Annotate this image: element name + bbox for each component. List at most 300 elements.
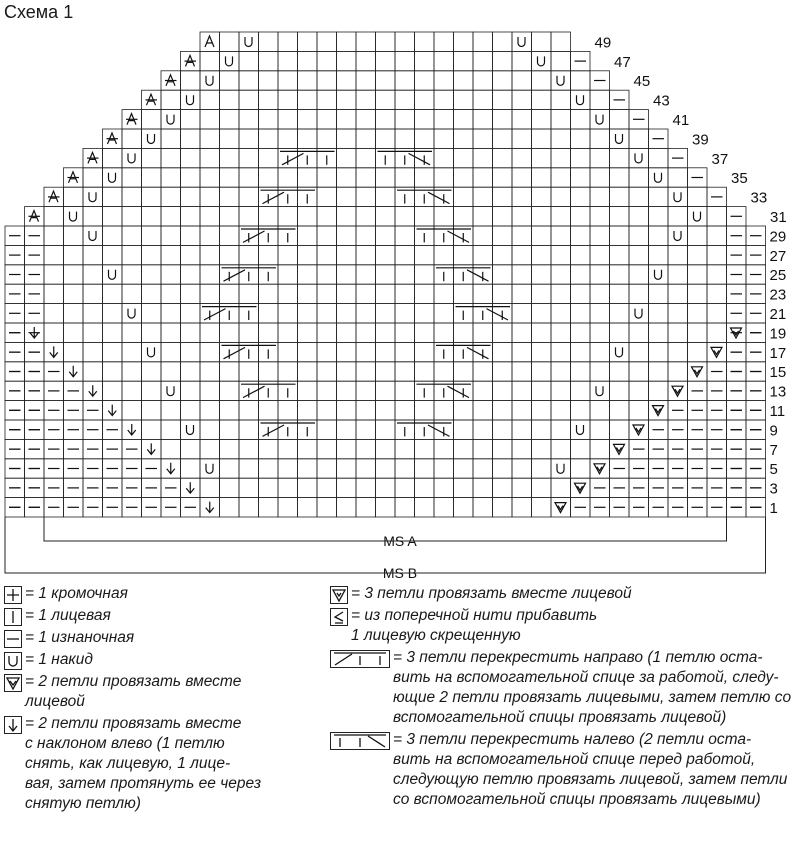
grid-cell (298, 401, 318, 420)
yarn-over-icon (109, 270, 116, 279)
grid-cell (298, 110, 318, 129)
grid-cell (649, 284, 669, 303)
grid-cell (278, 265, 298, 284)
grid-cell (317, 439, 337, 458)
grid-cell (434, 110, 454, 129)
grid-cell (200, 129, 220, 148)
grid-cell (668, 265, 688, 284)
grid-cell (395, 401, 415, 420)
k2tog-icon (672, 386, 683, 396)
grid-cell (434, 148, 454, 167)
legend-item (330, 606, 798, 646)
grid-cell (415, 478, 435, 497)
grid-cell (142, 420, 162, 439)
grid-cell (590, 207, 610, 226)
cross-right-icon (241, 384, 296, 397)
yarn-over-icon (596, 386, 603, 396)
grid-cell (551, 168, 571, 187)
grid-cell (337, 168, 357, 187)
grid-cell (532, 323, 552, 342)
grid-cell (668, 187, 688, 206)
grid-cell (161, 362, 181, 381)
grid-cell (649, 304, 669, 323)
grid-cell (317, 323, 337, 342)
grid-cell (356, 459, 376, 478)
grid-cell (181, 401, 201, 420)
grid-cell (356, 284, 376, 303)
grid-cell (434, 207, 454, 226)
grid-cell (415, 245, 435, 264)
grid-cell (103, 362, 123, 381)
grid-cell (337, 323, 357, 342)
grid-cell (337, 51, 357, 70)
grid-cell (298, 304, 318, 323)
grid-cell (434, 478, 454, 497)
legend-item (330, 648, 798, 728)
grid-cell (278, 401, 298, 420)
grid-cell (298, 226, 318, 245)
grid-cell (493, 71, 513, 90)
grid-cell (220, 129, 240, 148)
grid-cell (200, 207, 220, 226)
grid-cell (649, 187, 669, 206)
grid-cell (161, 207, 181, 226)
grid-cell (629, 148, 649, 167)
grid-cell (551, 71, 571, 90)
grid-cell (356, 90, 376, 109)
grid-cell (161, 381, 181, 400)
ssk-icon (89, 385, 97, 396)
grid-cell (317, 265, 337, 284)
grid-cell (454, 498, 474, 517)
yarn-over-icon (226, 56, 233, 66)
grid-cell (649, 245, 669, 264)
grid-cell (629, 245, 649, 264)
grid-cell (220, 323, 240, 342)
grid-cell (200, 478, 220, 497)
grid-cell (571, 226, 591, 245)
grid-cell (551, 478, 571, 497)
grid-cell (356, 265, 376, 284)
legend-text: = 1 кромочная (25, 585, 128, 602)
k2tog-icon (692, 367, 703, 377)
k2tog-icon (594, 464, 605, 474)
grid-cell (415, 168, 435, 187)
grid-cell (571, 207, 591, 226)
row-label: 23 (769, 286, 787, 304)
yarn-over-icon (167, 115, 174, 125)
grid-cell (220, 459, 240, 478)
yarn-over-icon (89, 231, 96, 241)
grid-cell (239, 498, 259, 517)
grid-cell (181, 381, 201, 400)
legend-text: = 1 лицевая (25, 607, 111, 624)
grid-cell (551, 304, 571, 323)
grid-cell (122, 168, 142, 187)
row-label: 33 (750, 189, 768, 207)
grid-cell (395, 51, 415, 70)
yarn-over-icon (187, 95, 194, 105)
grid-cell (142, 110, 162, 129)
grid-cell (551, 51, 571, 70)
grid-cell (259, 498, 279, 517)
grid-cell (239, 420, 259, 439)
grid-cell (395, 284, 415, 303)
grid-cell (434, 71, 454, 90)
grid-cell (142, 245, 162, 264)
grid-cell (64, 284, 84, 303)
grid-cell (122, 342, 142, 361)
grid-cell (493, 110, 513, 129)
grid-cell (317, 71, 337, 90)
ssk-icon (108, 405, 116, 416)
grid-cell (181, 245, 201, 264)
grid-cell (161, 284, 181, 303)
grid-cell (356, 420, 376, 439)
grid-cell (493, 32, 513, 51)
grid-cell (122, 265, 142, 284)
grid-cell (44, 284, 64, 303)
grid-cell (64, 342, 84, 361)
row-label: 41 (672, 112, 690, 129)
grid-cell (259, 110, 279, 129)
grid-cell (590, 90, 610, 109)
grid-cell (551, 420, 571, 439)
grid-cell (103, 245, 123, 264)
grid-cell (473, 110, 493, 129)
grid-cell (239, 401, 259, 420)
grid-cell (473, 226, 493, 245)
grid-cell (142, 323, 162, 342)
grid-cell (473, 439, 493, 458)
grid-cell (688, 265, 708, 284)
k2tog-icon (633, 425, 644, 435)
grid-cell (161, 148, 181, 167)
grid-cell (220, 284, 240, 303)
grid-cell (83, 168, 103, 187)
grid-cell (590, 342, 610, 361)
cross-left-icon (436, 268, 491, 281)
grid-cell (83, 265, 103, 284)
grid-cell (181, 342, 201, 361)
grid-cell (454, 187, 474, 206)
grid-cell (317, 342, 337, 361)
grid-cell (298, 498, 318, 517)
yarn-over-icon (655, 270, 662, 280)
grid-cell (356, 498, 376, 517)
grid-cell (454, 245, 474, 264)
grid-cell (259, 284, 279, 303)
grid-cell (337, 245, 357, 264)
grid-cell (298, 323, 318, 342)
m1-icon (330, 608, 348, 626)
row-label: 27 (769, 247, 787, 265)
yarn-over-icon (635, 309, 642, 319)
grid-cell (259, 207, 279, 226)
grid-cell (512, 381, 532, 400)
grid-cell (337, 498, 357, 517)
grid-cell (83, 304, 103, 323)
grid-cell (356, 401, 376, 420)
grid-cell (707, 323, 727, 342)
grid-cell (317, 381, 337, 400)
grid-cell (200, 265, 220, 284)
grid-cell (571, 420, 591, 439)
grid-cell (200, 226, 220, 245)
grid-cell (532, 459, 552, 478)
grid-cell (356, 439, 376, 458)
grid-cell (473, 284, 493, 303)
grid-cell (83, 245, 103, 264)
grid-cell (239, 284, 259, 303)
grid-cell (259, 32, 279, 51)
grid-cell (454, 32, 474, 51)
grid-cell (181, 148, 201, 167)
grid-cell (551, 401, 571, 420)
grid-cell (473, 498, 493, 517)
grid-cell (649, 381, 669, 400)
grid-cell (415, 90, 435, 109)
grid-cell (317, 51, 337, 70)
grid-cell (590, 401, 610, 420)
grid-cell (590, 420, 610, 439)
grid-cell (590, 187, 610, 206)
grid-cell (278, 478, 298, 497)
grid-cell (395, 129, 415, 148)
grid-cell (220, 51, 240, 70)
grid-cell (44, 265, 64, 284)
grid-cell (376, 168, 396, 187)
row-labels (378, 34, 787, 580)
legend-item (4, 584, 304, 604)
grid-cell (376, 226, 396, 245)
grid-cell (532, 187, 552, 206)
grid-cell (454, 459, 474, 478)
grid-cell (532, 362, 552, 381)
grid-cell (512, 187, 532, 206)
grid-cell (532, 51, 552, 70)
grid-cell (454, 362, 474, 381)
grid-cell (142, 129, 162, 148)
grid-cell (83, 362, 103, 381)
grid-cell (551, 90, 571, 109)
grid-cell (239, 478, 259, 497)
grid-cell (493, 401, 513, 420)
grid-cell (200, 323, 220, 342)
grid-cell (337, 226, 357, 245)
grid-cell (395, 265, 415, 284)
grid-cell (278, 32, 298, 51)
grid-cell (512, 129, 532, 148)
ssk-icon (128, 424, 136, 435)
grid-cell (610, 207, 630, 226)
grid-cell (610, 245, 630, 264)
grid-cell (259, 362, 279, 381)
row-label: 1 (769, 500, 778, 517)
grid-cell (64, 226, 84, 245)
grid-cell (434, 401, 454, 420)
grid-cell (668, 207, 688, 226)
cross-left-icon (378, 151, 433, 164)
grid-cell (278, 284, 298, 303)
cross-right-icon (202, 307, 257, 320)
cross-right-icon (261, 423, 316, 436)
grid-cell (532, 129, 552, 148)
grid-cell (161, 187, 181, 206)
grid-cell (551, 110, 571, 129)
grid-cell (551, 439, 571, 458)
grid-cell (551, 129, 571, 148)
row-label: 15 (769, 364, 787, 382)
grid-cell (298, 265, 318, 284)
grid-cell (161, 265, 181, 284)
grid-cell (337, 284, 357, 303)
grid-cell (649, 148, 669, 167)
grid-cell (512, 32, 532, 51)
grid-cell (532, 32, 552, 51)
grid-cell (200, 187, 220, 206)
grid-cell (376, 51, 396, 70)
grid-cell (376, 207, 396, 226)
grid-cell (220, 32, 240, 51)
grid-cell (239, 168, 259, 187)
grid-cell (395, 459, 415, 478)
grid-cell (142, 342, 162, 361)
grid-cell (395, 362, 415, 381)
grid-cell (473, 71, 493, 90)
grid-cell (512, 207, 532, 226)
grid-cell (298, 439, 318, 458)
grid-cell (434, 129, 454, 148)
grid-cell (610, 323, 630, 342)
grid-cell (220, 420, 240, 439)
grid-cell (317, 32, 337, 51)
grid-cell (200, 420, 220, 439)
grid-cell (551, 32, 571, 51)
grid-cell (220, 71, 240, 90)
yarn-over-icon (206, 76, 213, 86)
grid-cell (571, 459, 591, 478)
grid-cell (571, 90, 591, 109)
row-label: 7 (769, 441, 778, 459)
grid-cell (493, 245, 513, 264)
grid-cell (200, 90, 220, 109)
grid-cell (356, 323, 376, 342)
grid-cell (259, 323, 279, 342)
grid-cell (415, 71, 435, 90)
grid-cell (415, 498, 435, 517)
grid-cell (278, 51, 298, 70)
grid-cell (200, 459, 220, 478)
grid-cell (551, 148, 571, 167)
grid-cell (590, 362, 610, 381)
grid-cell (649, 342, 669, 361)
grid-cell (493, 381, 513, 400)
grid-cell (220, 226, 240, 245)
grid-cell (220, 478, 240, 497)
grid-cell (278, 342, 298, 361)
grid-cell (473, 207, 493, 226)
grid-cell (317, 401, 337, 420)
grid-cell (103, 207, 123, 226)
grid-cell (161, 226, 181, 245)
grid-cell (668, 342, 688, 361)
grid-cell (376, 498, 396, 517)
grid-cell (44, 304, 64, 323)
grid-cell (493, 342, 513, 361)
grid-cell (493, 284, 513, 303)
grid-cell (532, 207, 552, 226)
grid-cell (571, 71, 591, 90)
grid-cell (356, 304, 376, 323)
grid-cell (337, 148, 357, 167)
yarn-over-icon (616, 347, 623, 357)
grid-cell (512, 51, 532, 70)
grid-cell (512, 284, 532, 303)
grid-cell (200, 381, 220, 400)
grid-cell (610, 381, 630, 400)
grid-cell (473, 129, 493, 148)
grid-cell (356, 187, 376, 206)
k2tog-icon (555, 503, 566, 513)
grid-cell (688, 226, 708, 245)
grid-cell (200, 245, 220, 264)
grid-cell (220, 148, 240, 167)
legend-text: = 2 петли провязать вместе с наклоном влево (1 петлю снять, как лицевую, 1 лице- вая, затем протянуть ее через снятую петлю) (25, 715, 262, 812)
grid-cell (181, 362, 201, 381)
grid-cell (649, 362, 669, 381)
grid-cell (532, 265, 552, 284)
grid-cell (278, 129, 298, 148)
legend-text: = 3 петли перекрестить налево (2 петли оста- вить на вспомогательной спице перед работой, следующую петлю провязать лицевой, затем петли со вспомогательной спицы провязать лицевыми) (393, 731, 788, 808)
grid-cell (181, 284, 201, 303)
grid-cell (473, 32, 493, 51)
grid-cell (356, 32, 376, 51)
grid-cell (415, 362, 435, 381)
grid-cell (629, 401, 649, 420)
grid-cell (610, 342, 630, 361)
cross-left-icon (417, 384, 472, 397)
grid-cell (181, 420, 201, 439)
ssk-icon (147, 443, 155, 454)
grid-cell (454, 110, 474, 129)
grid-cell (415, 459, 435, 478)
grid-cell (532, 245, 552, 264)
grid-cell (395, 71, 415, 90)
yarn-over-icon (596, 115, 603, 125)
grid-cell (473, 90, 493, 109)
grid-cell (551, 226, 571, 245)
grid-cell (395, 323, 415, 342)
grid-cell (473, 51, 493, 70)
grid-cell (64, 187, 84, 206)
grid-cell (629, 129, 649, 148)
grid-cell (590, 110, 610, 129)
row-label: 11 (769, 403, 786, 420)
grid-cell (278, 245, 298, 264)
grid-cell (395, 32, 415, 51)
legend-text: = 1 изнаночная (25, 629, 135, 646)
chart-grid (5, 32, 766, 517)
grid-cell (434, 498, 454, 517)
grid-cell (434, 284, 454, 303)
grid-cell (239, 187, 259, 206)
grid-cell (298, 207, 318, 226)
grid-cell (454, 148, 474, 167)
grid-cell (532, 478, 552, 497)
grid-cell (220, 187, 240, 206)
cross-left-icon (436, 345, 491, 358)
